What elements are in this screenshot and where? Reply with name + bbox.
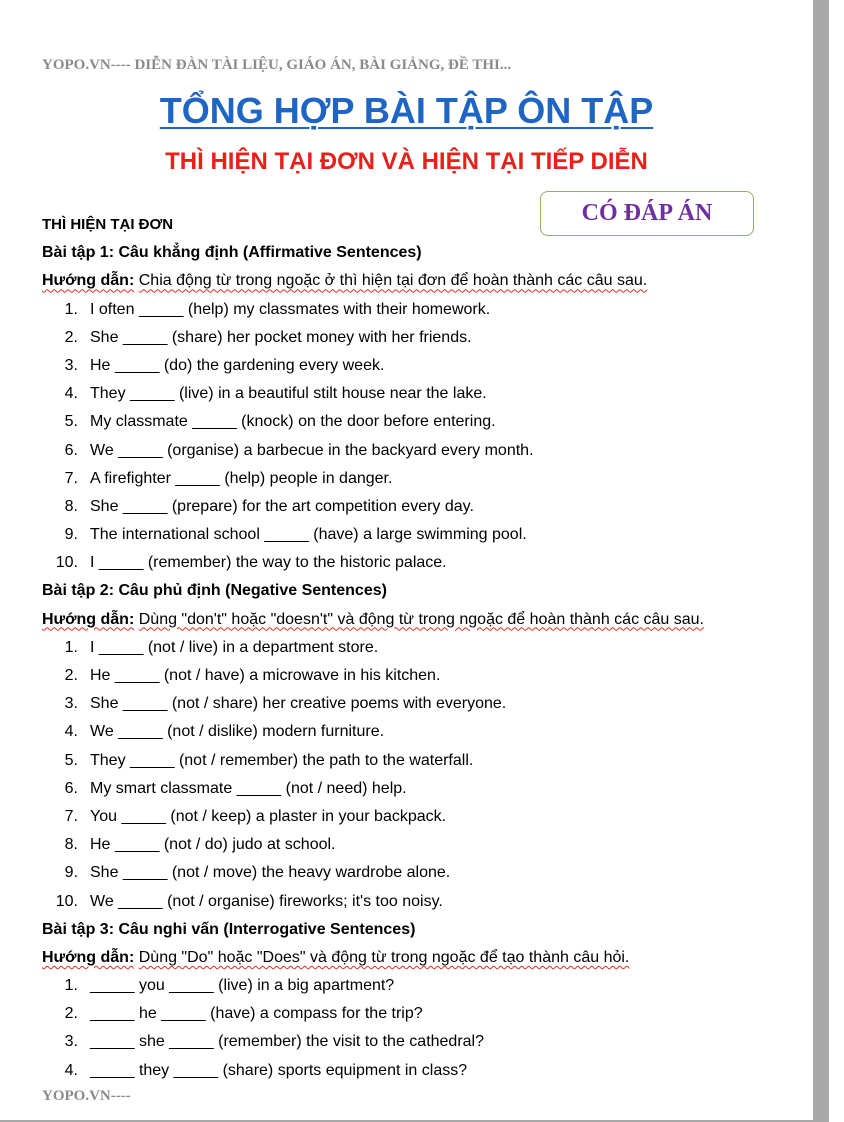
item-text: They _____ (not / remember) the path to the waterfall. [90,751,474,769]
item-number: 6. [64,441,78,459]
exercise-2-title: Bài tập 2: Câu phủ định (Negative Sentences) [42,582,387,600]
instruction-text: Dùng "Do" hoặc "Does" và động từ trong ngoặc để tạo thành câu hỏi. [138,948,630,966]
item-number: 2. [64,667,78,684]
list-item [42,380,802,408]
list-item [42,747,802,775]
item-text: He _____ (not / have) a microwave in his kitchen. [90,667,441,684]
instruction-text: Dùng "don't" hoặc "doesn't" và động từ trong ngoặc để hoàn thành các câu sau. [138,610,704,628]
exercise-1-list [42,296,802,578]
list-item [42,549,802,577]
item-text: _____ he _____ (have) a compass for the trip? [90,1005,423,1023]
list-item [42,690,802,718]
item-text: She _____ (not / move) the heavy wardrobe alone. [90,864,451,882]
item-text: My classmate _____ (knock) on the door before entering. [90,413,496,431]
item-number: 2. [64,328,78,346]
item-number: 1. [64,977,78,995]
document-title: TỔNG HỢP BÀI TẬP ÔN TẬP [159,90,654,131]
item-text: _____ she _____ (remember) the visit to the cathedral? [90,1033,485,1051]
header-note: YOPO.VN---- DIỄN ĐÀN TÀI LIỆU, GIÁO ÁN, BÀI GIẢNG, ĐỀ THI... [42,57,512,73]
exercise-2-list [42,634,802,916]
item-number: 8. [64,836,78,854]
item-text: We _____ (not / dislike) modern furniture. [90,723,385,741]
document-subtitle: THÌ HIỆN TẠI ĐƠN VÀ HIỆN TẠI TIẾP DIỄN [165,148,648,175]
list-item [42,324,802,352]
list-item [42,803,802,831]
exercise-3-list [42,972,802,1085]
item-number: 8. [64,497,78,515]
list-item [42,437,802,465]
next-page-edge [829,0,844,1122]
instruction-text: Chia động từ trong ngoặc ở thì hiện tại đơn để hoàn thành các câu sau. [138,272,648,290]
list-item [42,662,802,690]
list-item [42,493,802,521]
item-text: You _____ (not / keep) a plaster in your backpack. [90,807,447,825]
item-text: He _____ (not / do) judo at school. [90,836,336,854]
list-item [42,972,802,1000]
item-text: I _____ (remember) the way to the historic palace. [90,554,447,572]
list-item [42,831,802,859]
exercise-1-title: Bài tập 1: Câu khẳng định (Affirmative Sentences) [42,244,422,262]
item-number: 7. [64,469,78,487]
list-item [42,859,802,887]
item-text: They _____ (live) in a beautiful stilt house near the lake. [90,385,487,403]
item-text: _____ you _____ (live) in a big apartment? [90,977,395,995]
list-item [42,296,802,324]
exercise-2-instruction [42,606,802,634]
item-number: 3. [64,695,78,713]
list-item [42,634,802,662]
list-item [42,1000,802,1028]
item-number: 7. [64,807,78,825]
item-text: We _____ (organise) a barbecue in the backyard every month. [90,441,534,459]
item-number: 9. [64,526,78,544]
document-body [42,211,802,1085]
instruction-label: Hướng dẫn: [42,610,135,628]
exercise-3-title: Bài tập 3: Câu nghi vấn (Interrogative Sentences) [42,920,416,938]
item-text: We _____ (not / organise) fireworks; it's too noisy. [90,892,443,910]
item-number: 2. [64,1005,78,1023]
list-item [42,1028,802,1056]
item-number: 3. [64,1033,78,1051]
exercise-1-instruction [42,267,802,295]
instruction-label: Hướng dẫn: [42,272,135,290]
item-number: 5. [64,751,78,769]
item-number: 1. [64,300,78,318]
item-text: The international school _____ (have) a large swimming pool. [90,526,527,544]
item-number: 6. [64,779,78,797]
footer-note: YOPO.VN---- [42,1088,131,1104]
item-text: She _____ (prepare) for the art competition every day. [90,497,474,515]
list-item [42,1057,802,1085]
item-number: 1. [64,638,78,656]
list-item [42,718,802,746]
instruction-label: Hướng dẫn: [42,948,135,966]
item-text: My smart classmate _____ (not / need) help. [90,779,407,797]
answer-badge: CÓ ĐÁP ÁN [540,191,754,236]
list-item [42,521,802,549]
item-text: I often _____ (help) my classmates with their homework. [90,300,491,318]
item-number: 4. [64,1061,78,1079]
section-heading: THÌ HIỆN TẠI ĐƠN [42,216,174,233]
exercise-3-instruction [42,944,802,972]
item-text: I _____ (not / live) in a department store. [90,638,379,656]
item-number: 10. [55,554,78,572]
item-text: He _____ (do) the gardening every week. [90,356,385,374]
list-item [42,888,802,916]
item-number: 10. [55,892,78,910]
item-number: 9. [64,864,78,882]
item-text: A firefighter _____ (help) people in danger. [90,469,393,487]
list-item [42,352,802,380]
item-text: _____ they _____ (share) sports equipment in class? [90,1061,468,1079]
list-item [42,775,802,803]
item-text: She _____ (share) her pocket money with her friends. [90,328,472,346]
item-number: 3. [64,356,78,374]
item-number: 4. [64,723,78,741]
item-number: 5. [64,413,78,431]
item-text: She _____ (not / share) her creative poems with everyone. [90,695,507,713]
list-item [42,408,802,436]
list-item [42,465,802,493]
item-number: 4. [64,385,78,403]
